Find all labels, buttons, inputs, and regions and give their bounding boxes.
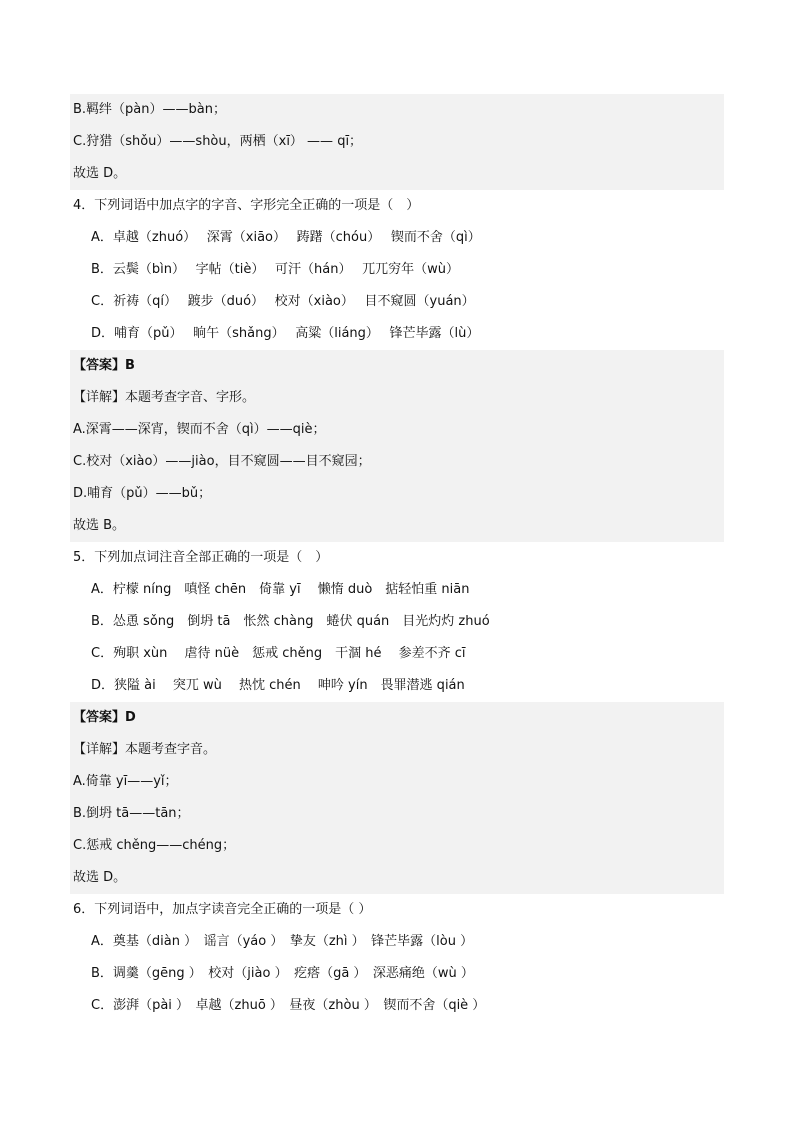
question-4-option-a: A．卓越（zhuó） 深霄（xiāo） 踌躇（chóu） 锲而不舍（qì） [91,230,481,245]
question-4-stem: 4．下列词语中加点字的字音、字形完全正确的一项是（ ） [73,198,420,213]
explanation-line: C.惩戒 chěng——chéng； [70,830,724,862]
question-6-option-a: A．奠基（diàn ） 谣言（yáo ） 挚友（zhì ） 锋芒毕露（lòu ） [91,934,474,949]
answer-line: 【答案】B [70,350,724,382]
explanation-line: C.校对（xiào）——jiào，目不窥圆——目不窥园； [70,446,724,478]
explanation-heading: 【详解】本题考查字音、字形。 [70,382,724,414]
question-6-option-b: B．调羹（gēng ） 校对（jiào ） 疙瘩（gā ） 深恶痛绝（wù ） [91,966,474,981]
question-4-option-b: B．云鬓（bìn） 字帖（tiè） 可汗（hán） 兀兀穷年（wù） [91,262,459,277]
question-6-stem: 6．下列词语中，加点字读音完全正确的一项是（ ） [73,902,372,917]
conclusion-line: 故选 B。 [70,510,724,542]
question-5-option-a: A．柠檬 níng 嗔怪 chēn 倚靠 yī 懒惰 duò 掂轻怕重 niān [91,582,470,597]
question-5-option-c: C．殉职 xùn 虐待 nüè 惩戒 chěng 干涸 hé 参差不齐 cī [91,646,466,661]
question-5-stem: 5．下列加点词注音全部正确的一项是（ ） [73,550,329,565]
conclusion-line: 故选 D。 [70,862,724,894]
explanation-line: A.倚靠 yī——yǐ； [70,766,724,798]
question-6-option-c: C．澎湃（pài ） 卓越（zhuō ） 昼夜（zhòu ） 锲而不舍（qiè ） [91,998,486,1013]
question-4-option-c: C．祈祷（qí） 踱步（duó） 校对（xiào） 目不窥圆（yuán） [91,294,475,309]
explanation-line: B.羁绊（pàn）——bàn； [70,94,724,126]
answer-line: 【答案】D [70,702,724,734]
explanation-line: D.哺育（pǔ）——bǔ； [70,478,724,510]
question-5-option-b: B．怂恿 sǒng 倒坍 tā 怅然 chàng 蜷伏 quán 目光灼灼 zhuó [91,614,490,629]
explanation-line: B.倒坍 tā——tān； [70,798,724,830]
question-5-option-d: D．狭隘 ài 突兀 wù 热忱 chén 呻吟 yín 畏罪潜逃 qián [91,678,465,693]
document-content [70,94,724,1022]
explanation-heading: 【详解】本题考查字音。 [70,734,724,766]
question-4-option-d: D．哺育（pǔ） 晌午（shǎng） 高粱（liáng） 锋芒毕露（lù） [91,326,480,341]
conclusion-line: 故选 D。 [70,158,724,190]
explanation-line: C.狩猎（shǒu）——shòu，两栖（xī） —— qī； [70,126,724,158]
explanation-line: A.深霄——深宵，锲而不舍（qì）——qiè； [70,414,724,446]
